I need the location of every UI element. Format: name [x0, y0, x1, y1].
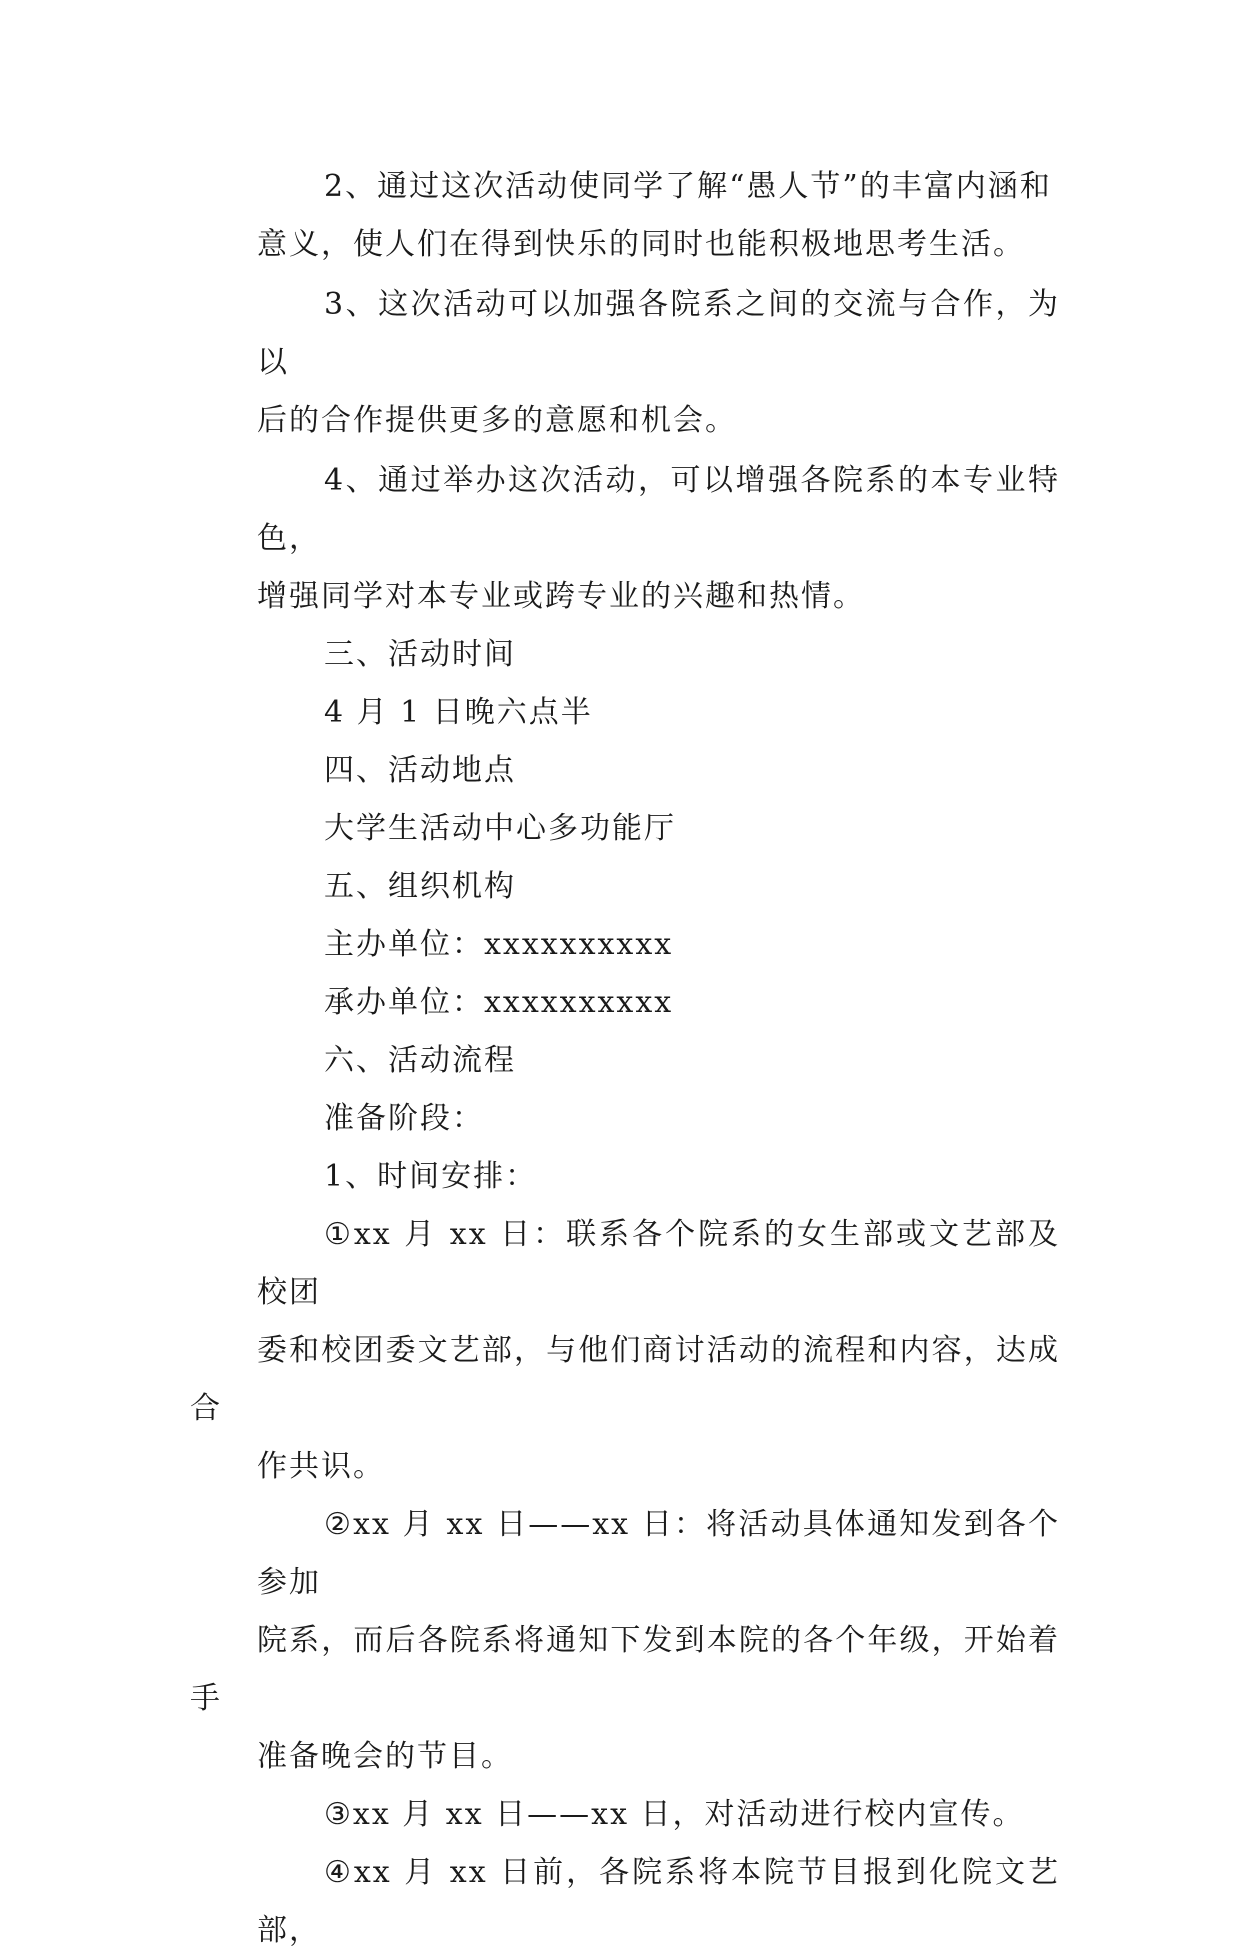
paragraph-location — [190, 800, 1060, 858]
text-line: 增强同学对本专业或跨专业的兴趣和热情。 — [257, 579, 865, 614]
document-body — [190, 158, 1060, 1960]
paragraph-preparation-stage — [190, 1090, 1060, 1148]
paragraph-step-4 — [190, 1844, 1060, 1960]
paragraph-step-1 — [190, 1206, 1060, 1496]
text-line: 主办单位：xxxxxxxxxx — [324, 927, 674, 962]
text-line: 院系，而后各院系将通知下发到本院的各个年级，开始着手 — [190, 1623, 1060, 1716]
text-line: 1、时间安排： — [324, 1159, 538, 1194]
paragraph-step-3 — [190, 1786, 1060, 1844]
text-line: 六、活动流程 — [324, 1043, 516, 1078]
text-line: 承办单位：xxxxxxxxxx — [324, 985, 674, 1020]
paragraph-schedule — [190, 1148, 1060, 1206]
paragraph-purpose-3 — [190, 276, 1060, 450]
section-heading-time — [190, 626, 1060, 684]
paragraph-purpose-4 — [190, 452, 1060, 626]
paragraph-time — [190, 684, 1060, 742]
text-line: 3、这次活动可以加强各院系之间的交流与合作，为以 — [257, 287, 1060, 380]
text-line: 4、通过举办这次活动，可以增强各院系的本专业特色， — [257, 463, 1060, 556]
text-line: 大学生活动中心多功能厅 — [324, 811, 676, 846]
text-line: 三、活动时间 — [324, 637, 516, 672]
section-heading-process — [190, 1032, 1060, 1090]
paragraph-co-organizer — [190, 974, 1060, 1032]
section-heading-location — [190, 742, 1060, 800]
text-line: 准备晚会的节目。 — [257, 1739, 513, 1774]
text-line: 后的合作提供更多的意愿和机会。 — [257, 403, 737, 438]
text-line: 意义，使人们在得到快乐的同时也能积极地思考生活。 — [257, 227, 1025, 262]
text-line: 准备阶段： — [324, 1101, 484, 1136]
text-line: ④xx 月 xx 日前，各院系将本院节目报到化院文艺部， — [257, 1855, 1060, 1948]
text-line: 四、活动地点 — [324, 753, 516, 788]
text-line: 2、通过这次活动使同学了解“愚人节”的丰富内涵和 — [324, 169, 1052, 204]
paragraph-step-2 — [190, 1496, 1060, 1786]
paragraph-organizer — [190, 916, 1060, 974]
text-line: 作共识。 — [257, 1449, 385, 1484]
text-line: ②xx 月 xx 日——xx 日：将活动具体通知发到各个参加 — [257, 1507, 1060, 1600]
text-line: ③xx 月 xx 日——xx 日，对活动进行校内宣传。 — [324, 1797, 1025, 1832]
text-line: 委和校团委文艺部，与他们商讨活动的流程和内容，达成合 — [190, 1333, 1060, 1426]
text-line: 4 月 1 日晚六点半 — [324, 695, 593, 730]
text-line: ①xx 月 xx 日：联系各个院系的女生部或文艺部及校团 — [257, 1217, 1060, 1310]
section-heading-organization — [190, 858, 1060, 916]
text-line: 五、组织机构 — [324, 869, 516, 904]
paragraph-purpose-2 — [190, 158, 1060, 274]
